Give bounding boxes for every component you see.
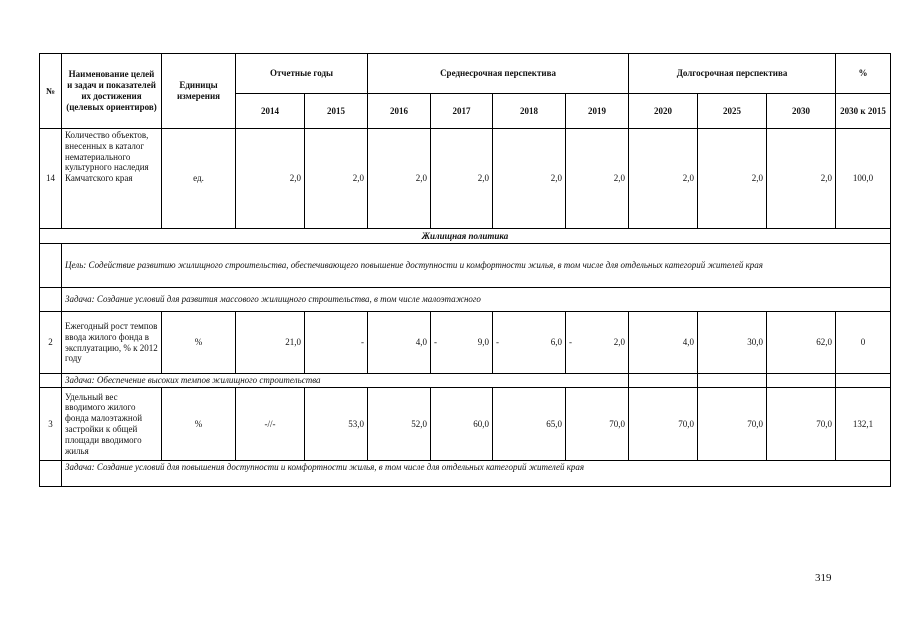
goal-spacer	[40, 244, 62, 288]
row2-2017-sign: -	[434, 337, 437, 348]
row3-2015: 53,0	[305, 388, 368, 461]
row14-2017: 2,0	[431, 129, 493, 229]
row3-name: Удельный вес вводимого жилого фонда малоэтажной застройки к общей площади вводимого жилья	[62, 388, 162, 461]
header-num: №	[40, 54, 62, 129]
row3-2017: 60,0	[431, 388, 493, 461]
task3-text: Задача: Создание условий для повышения доступности и комфортности жилья, в том числе для отдельных категорий жителей края	[62, 461, 891, 487]
row3-unit: %	[162, 388, 236, 461]
row3-2014: -//-	[236, 388, 305, 461]
row2-2030: 62,0	[767, 312, 836, 374]
table-row	[40, 312, 891, 374]
row2-2019-value: 2,0	[613, 337, 626, 348]
row2-ratio: 0	[836, 312, 891, 374]
row14-num: 14	[40, 129, 62, 229]
task3-spacer	[40, 461, 62, 487]
header-reported-years: Отчетные годы	[236, 54, 368, 94]
header-year-2030: 2030	[767, 94, 836, 129]
row2-2025: 30,0	[698, 312, 767, 374]
row2-2018-value: 6,0	[550, 337, 562, 348]
row2-2018	[493, 312, 566, 374]
row3-2020: 70,0	[629, 388, 698, 461]
header-medium-term: Среднесрочная перспектива	[368, 54, 629, 94]
indicators-table	[39, 53, 891, 487]
header-long-term: Долгосрочная перспектива	[629, 54, 836, 94]
row14-2030: 2,0	[767, 129, 836, 229]
table-row	[40, 388, 891, 461]
task2-cell-2020	[629, 374, 698, 388]
row2-2014: 21,0	[236, 312, 305, 374]
row2-2016: 4,0	[368, 312, 431, 374]
task2-cell-2025	[698, 374, 767, 388]
header-year-2018: 2018	[493, 94, 566, 129]
row2-unit: %	[162, 312, 236, 374]
row2-2019	[566, 312, 629, 374]
row14-2025: 2,0	[698, 129, 767, 229]
task2-spacer	[40, 374, 62, 388]
header-name: Наименование целей и задач и показателей их достижения (целевых ориентиров)	[62, 54, 162, 129]
task2-cell-ratio	[836, 374, 891, 388]
row14-unit: ед.	[162, 129, 236, 229]
header-year-2025: 2025	[698, 94, 767, 129]
row2-num: 2	[40, 312, 62, 374]
task2-text: Задача: Обеспечение высоких темпов жилищного строительства	[62, 374, 629, 388]
row2-2019-sign: -	[569, 337, 572, 348]
row2-2020: 4,0	[629, 312, 698, 374]
header-year-2016: 2016	[368, 94, 431, 129]
header-unit: Единицы измерения	[162, 54, 236, 129]
row14-2016: 2,0	[368, 129, 431, 229]
header-year-2020: 2020	[629, 94, 698, 129]
header-percent: %	[836, 54, 891, 94]
task1-spacer	[40, 288, 62, 312]
row3-num: 3	[40, 388, 62, 461]
row3-2019: 70,0	[566, 388, 629, 461]
row2-2017	[431, 312, 493, 374]
row3-2030: 70,0	[767, 388, 836, 461]
goal-text: Цель: Содействие развитию жилищного строительства, обеспечивающего повышение доступности и комфортности жилья, в том числе для отдельных категорий жителей края	[62, 244, 891, 288]
row2-2015: -	[305, 312, 368, 374]
task2-cell-2030	[767, 374, 836, 388]
row14-2018: 2,0	[493, 129, 566, 229]
row3-2018: 65,0	[493, 388, 566, 461]
row3-2025: 70,0	[698, 388, 767, 461]
header-year-2015: 2015	[305, 94, 368, 129]
row14-2015: 2,0	[305, 129, 368, 229]
table-row	[40, 129, 891, 229]
page-number: 319	[815, 572, 832, 584]
row3-2016: 52,0	[368, 388, 431, 461]
header-year-2019: 2019	[566, 94, 629, 129]
row2-2018-sign: -	[496, 337, 499, 348]
header-ratio: 2030 к 2015	[836, 94, 891, 129]
row14-2020: 2,0	[629, 129, 698, 229]
row2-2017-value: 9,0	[477, 337, 489, 348]
row14-ratio: 100,0	[836, 129, 891, 229]
row14-name: Количество объектов, внесенных в каталог нематериального культурного наследия Камчатского края	[62, 129, 162, 229]
task1-text: Задача: Создание условий для развития массового жилищного строительства, в том числе малоэтажного	[62, 288, 891, 312]
header-year-2017: 2017	[431, 94, 493, 129]
row14-2014: 2,0	[236, 129, 305, 229]
row3-ratio: 132,1	[836, 388, 891, 461]
row2-name: Ежегодный рост темпов ввода жилого фонда в эксплуатацию, % к 2012 году	[62, 312, 162, 374]
row14-2019: 2,0	[566, 129, 629, 229]
header-year-2014: 2014	[236, 94, 305, 129]
section-title: Жилищная политика	[40, 229, 891, 244]
